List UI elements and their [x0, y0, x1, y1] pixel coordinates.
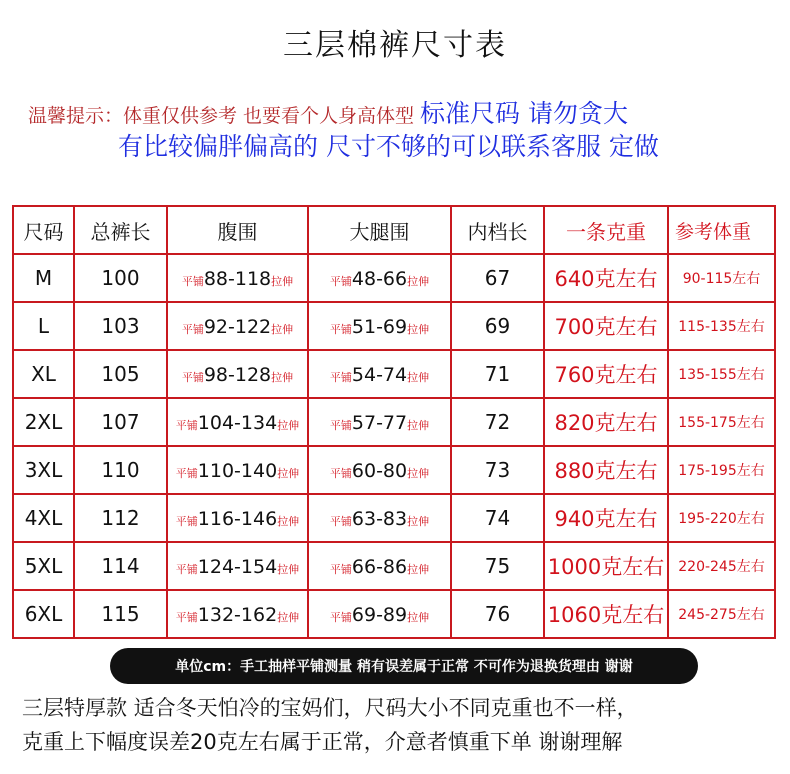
cell-size: L: [13, 302, 74, 350]
header-weight: 一条克重: [544, 206, 668, 254]
table-row: [13, 590, 775, 638]
thigh-range: 57-77: [351, 412, 408, 434]
cell-length: 105: [74, 350, 167, 398]
thigh-range: 51-69: [351, 316, 408, 338]
cell-length: 107: [74, 398, 167, 446]
waist-range: 92-122: [203, 316, 272, 338]
tip-line-2: 有比较偏胖偏高的 尺寸不够的可以联系客服 定做: [118, 132, 659, 161]
flat-label: 平铺: [329, 275, 352, 288]
size-table: [12, 205, 776, 639]
waist-range: 110-140: [197, 460, 278, 482]
cell-waist: [167, 302, 308, 350]
cell-size: XL: [13, 350, 74, 398]
cell-weight: 1060克左右: [544, 590, 668, 638]
thigh-range: 63-83: [351, 508, 408, 530]
cell-thigh: [308, 494, 451, 542]
stretch-label: 拉伸: [407, 275, 430, 288]
header-ref-weight: 参考体重: [668, 206, 775, 254]
flat-label: 平铺: [175, 611, 198, 624]
stretch-label: 拉伸: [407, 323, 430, 336]
stretch-label: 拉伸: [407, 563, 430, 576]
cell-rise: 72: [451, 398, 544, 446]
cell-weight: 880克左右: [544, 446, 668, 494]
flat-label: 平铺: [181, 371, 204, 384]
cell-size: 3XL: [13, 446, 74, 494]
cell-weight: 1000克左右: [544, 542, 668, 590]
flat-label: 平铺: [175, 563, 198, 576]
cell-rise: 75: [451, 542, 544, 590]
tip-weight-note: 温馨提示：体重仅供参考 也要看个人身高体型: [28, 105, 415, 127]
cell-size: M: [13, 254, 74, 302]
cell-waist: [167, 446, 308, 494]
waist-range: 132-162: [197, 604, 278, 626]
stretch-label: 拉伸: [407, 419, 430, 432]
stretch-label: 拉伸: [277, 467, 300, 480]
cell-rise: 74: [451, 494, 544, 542]
header-waist: 腹围: [167, 206, 308, 254]
flat-label: 平铺: [329, 563, 352, 576]
cell-thigh: [308, 446, 451, 494]
cell-waist: [167, 542, 308, 590]
cell-thigh: [308, 590, 451, 638]
waist-range: 88-118: [203, 268, 272, 290]
flat-label: 平铺: [181, 275, 204, 288]
flat-label: 平铺: [175, 467, 198, 480]
thigh-range: 69-89: [351, 604, 408, 626]
waist-range: 116-146: [197, 508, 278, 530]
cell-rise: 71: [451, 350, 544, 398]
page-title: 三层棉裤尺寸表: [283, 28, 507, 63]
waist-range: 104-134: [197, 412, 278, 434]
tip-standard-size: 标准尺码 请勿贪大: [420, 99, 628, 128]
cell-length: 100: [74, 254, 167, 302]
table-row: [13, 494, 775, 542]
cell-weight: 640克左右: [544, 254, 668, 302]
cell-rise: 73: [451, 446, 544, 494]
stretch-label: 拉伸: [407, 611, 430, 624]
flat-label: 平铺: [329, 467, 352, 480]
cell-waist: [167, 254, 308, 302]
cell-ref-weight: 90-115左右: [668, 254, 775, 302]
cell-weight: 700克左右: [544, 302, 668, 350]
thigh-range: 66-86: [351, 556, 408, 578]
stretch-label: 拉伸: [271, 371, 294, 384]
table-row: [13, 254, 775, 302]
cell-length: 112: [74, 494, 167, 542]
cell-ref-weight: 245-275左右: [668, 590, 775, 638]
cell-thigh: [308, 302, 451, 350]
cell-waist: [167, 494, 308, 542]
flat-label: 平铺: [329, 323, 352, 336]
waist-range: 124-154: [197, 556, 278, 578]
table-row: [13, 302, 775, 350]
cell-size: 4XL: [13, 494, 74, 542]
cell-ref-weight: 135-155左右: [668, 350, 775, 398]
header-size: 尺码: [13, 206, 74, 254]
cell-thigh: [308, 350, 451, 398]
stretch-label: 拉伸: [271, 275, 294, 288]
cell-ref-weight: 115-135左右: [668, 302, 775, 350]
footer-line-1: 三层特厚款 适合冬天怕冷的宝妈们，尺码大小不同克重也不一样，: [22, 696, 638, 720]
header-thigh: 大腿围: [308, 206, 451, 254]
cell-waist: [167, 350, 308, 398]
thigh-range: 60-80: [351, 460, 408, 482]
cell-waist: [167, 398, 308, 446]
flat-label: 平铺: [175, 419, 198, 432]
cell-rise: 76: [451, 590, 544, 638]
cell-length: 115: [74, 590, 167, 638]
table-row: [13, 350, 775, 398]
flat-label: 平铺: [329, 419, 352, 432]
waist-range: 98-128: [203, 364, 272, 386]
tip-line-1: [28, 94, 628, 130]
flat-label: 平铺: [181, 323, 204, 336]
thigh-range: 48-66: [351, 268, 408, 290]
cell-length: 114: [74, 542, 167, 590]
flat-label: 平铺: [329, 371, 352, 384]
cell-size: 6XL: [13, 590, 74, 638]
flat-label: 平铺: [329, 611, 352, 624]
cell-rise: 67: [451, 254, 544, 302]
thigh-range: 54-74: [351, 364, 408, 386]
cell-rise: 69: [451, 302, 544, 350]
table-row: [13, 398, 775, 446]
header-length: 总裤长: [74, 206, 167, 254]
table-row: [13, 446, 775, 494]
cell-length: 103: [74, 302, 167, 350]
stretch-label: 拉伸: [277, 419, 300, 432]
stretch-label: 拉伸: [277, 563, 300, 576]
cell-ref-weight: 155-175左右: [668, 398, 775, 446]
stretch-label: 拉伸: [407, 515, 430, 528]
stretch-label: 拉伸: [407, 371, 430, 384]
cell-weight: 760克左右: [544, 350, 668, 398]
cell-length: 110: [74, 446, 167, 494]
table-header-row: [13, 206, 775, 254]
cell-waist: [167, 590, 308, 638]
cell-ref-weight: 195-220左右: [668, 494, 775, 542]
stretch-label: 拉伸: [277, 611, 300, 624]
cell-thigh: [308, 398, 451, 446]
cell-weight: 820克左右: [544, 398, 668, 446]
cell-ref-weight: 175-195左右: [668, 446, 775, 494]
cell-weight: 940克左右: [544, 494, 668, 542]
stretch-label: 拉伸: [407, 467, 430, 480]
flat-label: 平铺: [175, 515, 198, 528]
cell-size: 2XL: [13, 398, 74, 446]
cell-thigh: [308, 254, 451, 302]
table-row: [13, 542, 775, 590]
stretch-label: 拉伸: [277, 515, 300, 528]
header-rise: 内档长: [451, 206, 544, 254]
cell-ref-weight: 220-245左右: [668, 542, 775, 590]
cell-thigh: [308, 542, 451, 590]
flat-label: 平铺: [329, 515, 352, 528]
stretch-label: 拉伸: [271, 323, 294, 336]
measurement-note: 单位cm：手工抽样平铺测量 稍有误差属于正常 不可作为退换货理由 谢谢: [110, 648, 698, 684]
footer-line-2: 克重上下幅度误差20克左右属于正常，介意者慎重下单 谢谢理解: [22, 730, 623, 754]
cell-size: 5XL: [13, 542, 74, 590]
